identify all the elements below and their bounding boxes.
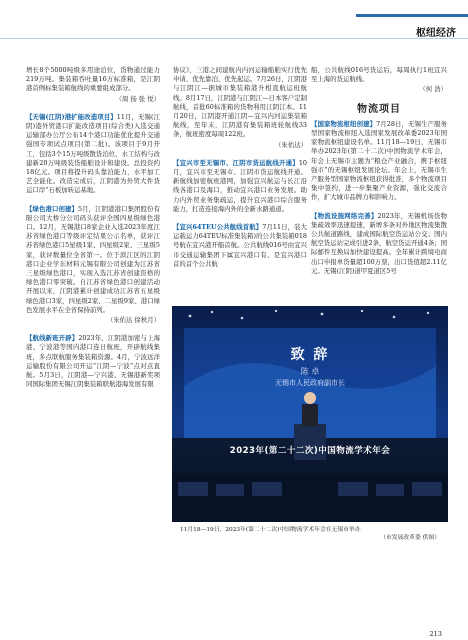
section-heading: 物流项目 [357, 103, 401, 115]
paragraph: 【国家物流枢纽创建】7月28日，无锡生产服务型国家物流枢纽入选国家发展改革委2023年国家物流枢纽建设名单。11月18—19日，无锡市举办2023年(第二十二次)中国物流学术年会，年会上无锡市主题为“粮仓产业融合，携手枢纽强市”的无锡枢纽发展论坛。年会上，无锡市生产服务型国家物流枢纽获得批准，多个物流项目集中签约，进一步集聚产业资源，强化交流合作，扩大城市品牌力和影响力。 [311, 119, 447, 202]
item-heading: 【国家物流枢纽创建】 [311, 119, 377, 128]
conference-photo [172, 306, 448, 522]
byline: （朱佑达） [275, 140, 307, 149]
header-rule [0, 38, 468, 39]
paragraph: 【绿色港口创建】5月，江阴港港口集团股份有限公司大桥分公司码头获评全国四星级绿色港口。12月，无锡港口8家企业入选2023年度江苏省绿色港口等级评定结果公示名单，获评江苏省绿色港口5星级1家、四星级2家、三星级5家，获评数量位全省第一。位于滨江区的江阴港口企业学东材料元锡有限公司创建为江苏省三星级绿色港口，实现入选江苏省创建资格的绿色港口零突破。自江苏省绿色港口创建活动开展以来，江阴港累计创建成功江苏省五星级绿色港口3家，四星级2家、二星级9家、港口绿色发展水平在全省保持前列。 [26, 204, 160, 314]
item-heading: 【宜兴市至无锡市、江阴市货运航线开通】 [173, 158, 299, 167]
speaker-name: 陈 卓 [300, 367, 320, 376]
conference-stage-image [172, 306, 448, 522]
byline: （周 扬 张 悦） [115, 94, 160, 103]
item-heading: 【航线新班开辟】 [26, 334, 79, 343]
photo-credit: （市发展改革委 供图） [380, 535, 440, 541]
speech-word: 致 辞 [290, 347, 330, 363]
paragraph: 【宜兴64TEU公共航线首航】7月11日，装大运载运力64TEU标准集装箱)的公共集装箱018号航在宜兴港开船首航。公共航线016号由宜兴市交通运输集团下属宜兴港口有、是宜兴港口首的首个公共航 [173, 223, 308, 268]
paragraph: 增长8个5000吨级多用途泊位，货物通过能力219万吨。集装箱吞吐量16万标准箱，是江阴港首例标集装箱航线的重要组成部分。 [26, 66, 160, 93]
paragraph: 船，公共航线016号货运后，每周执行1班宜兴至上海的货运航线。 [311, 66, 447, 84]
paragraph: 【物流设施网络完善】2023年，无锡机场货物集疏效率迅速提速，新增多条对外地区物流集散公共航道路线，建成国际航空货运站公交；国内航空货运站完成引进2条，航空货运开通4条；国际邮件互换局加快建设提高。全年累计跨境电商出口申报单货量超100万票，出口货值超2.11亿元。无锡(江阴)道甲夏道区5号 [311, 211, 448, 275]
item-heading: 【绿色港口创建】 [26, 204, 78, 213]
section-title: 枢纽经济 [416, 28, 456, 39]
paragraph: 【宜兴市至无锡市、江阴市货运航线开通】10月，宜兴市至无锡市、江阴市货运航线开通。新航线加密航班港网，加强宜兴航运与长江沿线各港口及海口，推动宜兴港口业务发展。助力内外贸业务集疏运，提升宜兴港口综合服务能力，打造连接海内外的全新水路通道。 [173, 158, 307, 213]
byline: （朱佑达 徐秋月） [106, 316, 160, 325]
paragraph: 【航线新班开辟】2023年，江阴港加密与上海港、宁波港等国内港口连日航班，开辟航线集班，多点联航服务集装箱资源。4月，宁波远洋运输股份有限公司开运“江阴—宁波”点对点直航。5月3日，江阴港—宁兴港、无锡港新奖项同国际集团无锡江阴集装箱联航港海发展有限 [26, 334, 160, 389]
photo-caption [180, 526, 450, 542]
page-header [0, 0, 468, 39]
page-number: 213 [429, 630, 442, 638]
column-2 [173, 66, 307, 270]
caption-text: 11月18—19日，2023年(第二十二次)中国物流学术年会在无锡市举办 [180, 527, 361, 533]
header-accent-band [356, 14, 468, 17]
byline: （何 浩） [419, 85, 447, 94]
item-heading: 【无锡(江阴)港扩能改造项目】 [26, 112, 117, 121]
item-heading: 【宜兴64TEU公共航线首航】 [173, 223, 263, 232]
banner-title: 2023年(第二十二次)中国物流学术年会 [229, 446, 391, 456]
speaker-title: 无锡市人民政府副市长 [275, 379, 345, 387]
item-heading: 【物流设施网络完善】 [311, 211, 378, 220]
column-3 [311, 66, 447, 277]
paragraph: 协议》，三港之间建航内内河运输船舶实行优先申请、优先靠泊、优先起运。7月26日，江阴港与江阴江—据城市集装箱港升相直航运班航线。8月17日，江阴港与江阴江—日本客户定制航线，首批60标准箱的货物利用江阴江本。11月20日，江阴港开通江阴—宜兴内河运集装箱航线，至年末，江阴港有集装箱班轮航线33条，航班密度每周122班。 [173, 66, 307, 139]
column-1 [26, 66, 160, 391]
paragraph: 【无锡(江阴)港扩能改造项目】11月，无锡(江阴)港外贸港口扩能改造项目(综合类)入选交通运输部办公厅公布14个港口功能优化提升交通强国专项试点项目(第二批)。该项目于9月开工，包括3个15万吨级散货泊位、水工结构与改建新20万吨级装货船舶设计和建设。总投资约18亿元。项目将提升码头靠泊能力，水平加工艺全能化。改造完成后，江阴港为外贸大件货运口岸“石板加转运基地。 [26, 112, 160, 195]
